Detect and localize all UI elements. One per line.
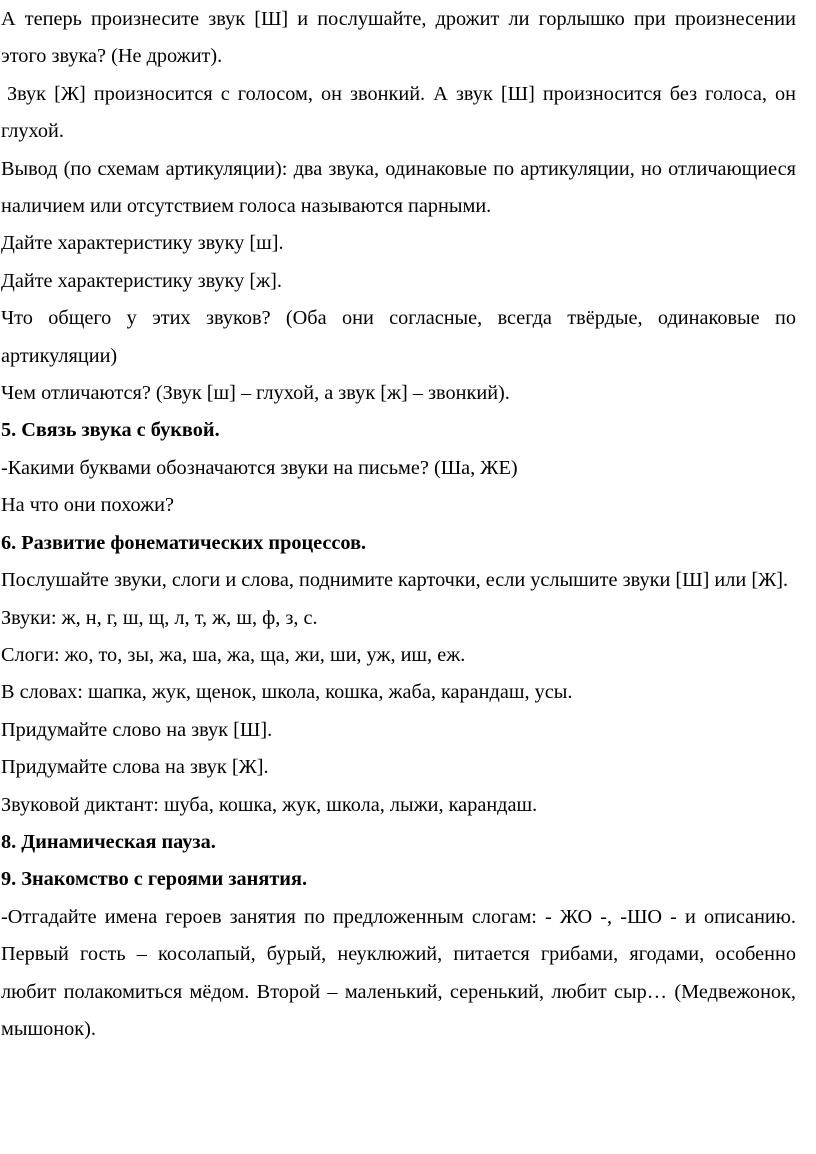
paragraph-guess-heroes: -Отгадайте имена героев занятия по предложенным слогам: - ЖО -, -ШО - и описанию. Первый гость – косолапый, бурый, неуклюжий, питается грибами, ягодами, особенно любит полакомиться мёдом. Второй – маленький, серенький, любит сыр… (Медвежонок, мышонок). <box>1 905 796 1040</box>
paragraph-voiceless-sh-check: А теперь произнесите звук [Ш] и послушайте, дрожит ли горлышко при произнесении этого звука? (Не дрожит). <box>1 8 796 68</box>
section-heading-meet-heroes: 9. Знакомство с героями занятия. <box>1 868 308 891</box>
paragraph-letters-question: -Какими буквами обозначаются звуки на письме? (Ша, ЖЕ) <box>1 456 518 479</box>
section-heading-dynamic-pause: 8. Динамическая пауза. <box>1 830 216 853</box>
paragraph-syllables-list: Слоги: жо, то, зы, жа, ша, жа, ща, жи, ши, уж, иш, еж. <box>1 643 466 666</box>
paragraph-word-on-sh: Придумайте слово на звук [Ш]. <box>1 718 273 741</box>
paragraph-sound-dictation: Звуковой диктант: шуба, кошка, жук, школа, лыжи, карандаш. <box>1 793 538 816</box>
section-heading-sound-letter: 5. Связь звука с буквой. <box>1 419 220 442</box>
paragraph-words-on-zh: Придумайте слова на звук [Ж]. <box>1 756 269 779</box>
section-heading-phonemic-processes: 6. Развитие фонематических процессов. <box>1 531 367 554</box>
paragraph-characterize-sh: Дайте характеристику звуку [ш]. <box>1 232 284 255</box>
paragraph-conclusion-paired-sounds: Вывод (по схемам артикуляции): два звука, одинаковые по артикуляции, но отличающиеся наличием или отсутствием голоса называются парными. <box>1 157 796 218</box>
paragraph-letters-resemble: На что они похожи? <box>1 494 175 517</box>
paragraph-listen-instructions: Послушайте звуки, слоги и слова, поднимите карточки, если услышите звуки [Ш] или [Ж]. <box>1 569 789 592</box>
paragraph-words-list: В словах: шапка, жук, щенок, школа, кошка, жаба, карандаш, усы. <box>1 681 573 704</box>
paragraph-common-features: Что общего у этих звуков? (Оба они согласные, всегда твёрдые, одинаковые по артикуляции) <box>1 307 796 367</box>
paragraph-sounds-list: Звуки: ж, н, г, ш, щ, л, т, ж, ш, ф, з, с. <box>1 606 318 629</box>
paragraph-zh-sh-voicing: Звук [Ж] произносится с голосом, он звонкий. А звук [Ш] произносится без голоса, он глухой. <box>1 82 796 143</box>
paragraph-differences: Чем отличаются? (Звук [ш] – глухой, а звук [ж] – звонкий). <box>1 382 510 405</box>
paragraph-characterize-zh: Дайте характеристику звуку [ж]. <box>1 269 282 292</box>
